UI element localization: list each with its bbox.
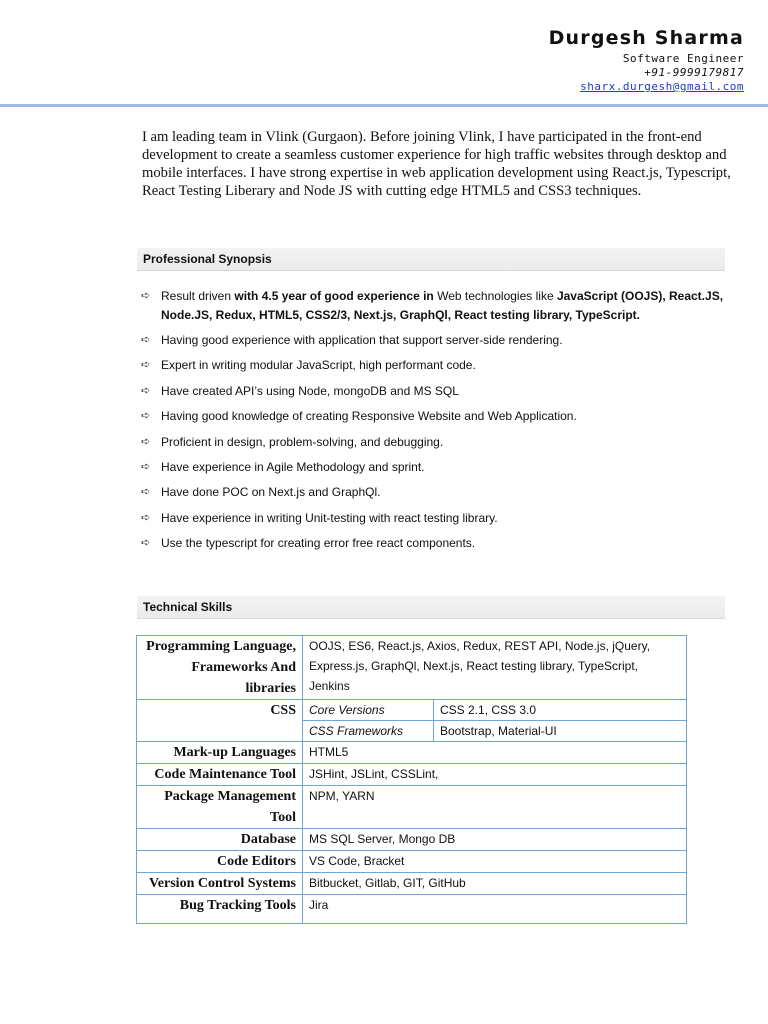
row-value: JSHint, JSLint, CSSLint,: [303, 764, 687, 786]
row-value: NPM, YARN: [303, 786, 687, 829]
row-label: Programming Language, Frameworks And libraries: [137, 636, 303, 700]
table-row: [137, 636, 687, 700]
tag-arrow-icon: ➪: [141, 359, 151, 372]
table-row: [137, 786, 687, 829]
row-sublabel: Core Versions: [303, 700, 434, 721]
tag-arrow-icon: ➪: [141, 537, 151, 550]
list-item: ➪ Proficient in design, problem-solving, and debugging.: [141, 433, 741, 452]
tag-arrow-icon: ➪: [141, 384, 151, 397]
resume-header: [549, 26, 744, 94]
list-item: ➪ Have experience in Agile Methodology and sprint.: [141, 458, 741, 477]
skills-table: [136, 635, 687, 924]
list-item: ➪ Have created API’s using Node, mongoDB and MS SQL: [141, 382, 741, 401]
list-item: ➪ Having good knowledge of creating Responsive Website and Web Application.: [141, 407, 741, 426]
tag-arrow-icon: ➪: [141, 460, 151, 473]
row-value: OOJS, ES6, React.js, Axios, Redux, REST API, Node.js, jQuery, Express.js, GraphQl, Next.js, React testing library, TypeScript, Jenkins: [303, 636, 687, 700]
list-item: ➪ Result driven with 4.5 year of good experience in Web technologies like JavaScript (OOJS), React.JS, Node.JS, Redux, HTML5, CSS2/3, Next.js, GraphQl, React testing library, TypeScript.: [141, 289, 724, 322]
row-label: Database: [137, 829, 303, 851]
synopsis-list: [141, 287, 741, 560]
list-item: ➪ Having good experience with application that support server-side rendering.: [141, 331, 741, 350]
tag-arrow-icon: ➪: [141, 334, 151, 346]
list-item: ➪ Have done POC on Next.js and GraphQl.: [141, 483, 741, 502]
list-item: ➪ Use the typescript for creating error free react components.: [141, 534, 741, 553]
list-item: ➪ Expert in writing modular JavaScript, high performant code.: [141, 356, 741, 375]
intro-paragraph: I am leading team in Vlink (Gurgaon). Before joining Vlink, I have participated in the front-end development to create a seamless customer experience for high traffic websites through desktop and mobile interfaces. I have strong expertise in web application development using React.js, Typescript, React Testing Liberary and Node JS with cutting edge HTML5 and CSS3 techniques.: [142, 129, 731, 199]
phone-number: +91-9999179817: [644, 66, 744, 79]
row-value: CSS 2.1, CSS 3.0: [434, 700, 687, 721]
table-row: [137, 895, 687, 924]
row-value: Bootstrap, Material-UI: [434, 721, 687, 742]
email-link[interactable]: sharx.durgesh@gmail.com: [580, 80, 744, 93]
row-value: HTML5: [303, 742, 687, 764]
tag-arrow-icon: ➪: [141, 290, 151, 302]
row-value: Bitbucket, Gitlab, GIT, GitHub: [303, 873, 687, 895]
candidate-name: Durgesh Sharma: [548, 27, 744, 49]
table-row: [137, 742, 687, 764]
row-label: CSS: [137, 700, 303, 742]
row-sublabel: CSS Frameworks: [303, 721, 434, 742]
row-label: Version Control Systems: [137, 873, 303, 895]
tag-arrow-icon: ➪: [141, 435, 151, 448]
section-heading-synopsis: Professional Synopsis: [137, 248, 725, 271]
tag-arrow-icon: ➪: [141, 511, 151, 524]
table-row: [137, 700, 687, 721]
row-value: MS SQL Server, Mongo DB: [303, 829, 687, 851]
table-row: [137, 829, 687, 851]
section-heading-skills: Technical Skills: [137, 596, 725, 619]
tag-arrow-icon: ➪: [141, 410, 151, 423]
tag-arrow-icon: ➪: [141, 486, 151, 499]
job-title: Software Engineer: [622, 52, 744, 65]
table-row: [137, 851, 687, 873]
header-divider: [0, 104, 768, 107]
row-value: VS Code, Bracket: [303, 851, 687, 873]
row-label: Code Editors: [137, 851, 303, 873]
row-value: Jira: [303, 895, 687, 924]
row-label: Package Management Tool: [137, 786, 303, 829]
list-item: ➪ Have experience in writing Unit-testing with react testing library.: [141, 509, 741, 528]
table-row: [137, 873, 687, 895]
row-label: Code Maintenance Tool: [137, 764, 303, 786]
row-label: Bug Tracking Tools: [137, 895, 303, 924]
table-row: [137, 764, 687, 786]
row-label: Mark-up Languages: [137, 742, 303, 764]
